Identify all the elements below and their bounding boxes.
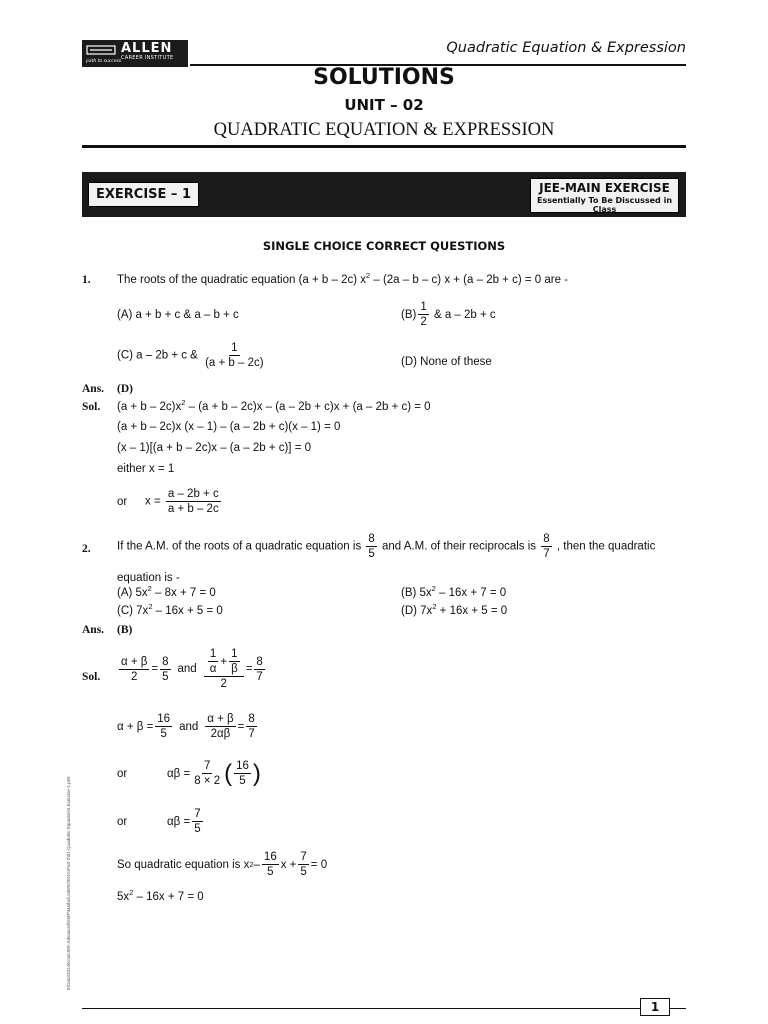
q1-option-c: (C) a – 2b + c & $\frac{1}{(a + b - 2c)}$ xyxy=(117,342,264,370)
question-2-text: If the A.M. of the roots of a quadratic equation is $\frac{8}{5}$ and A.M. of their reciprocals is $\frac{8}{7}$ , then the quadratic xyxy=(117,533,656,561)
page-number: 1 xyxy=(640,998,670,1016)
solution-line: So quadratic equation is x 2 – $\frac{16}{5}$ x + $\frac{7}{5}$ = 0 xyxy=(117,851,328,879)
document-title: SOLUTIONS xyxy=(313,65,455,90)
solution-label: Sol. xyxy=(82,671,101,683)
q2-option-b: (B) $5x^2 - 16x + 7 = 0$ xyxy=(401,584,507,599)
fraction: $\frac{\alpha + \beta}{2\alpha\beta}$ xyxy=(207,713,234,741)
unit-label: UNIT – 02 xyxy=(344,96,424,114)
fraction: $\frac{16}{5}$ xyxy=(236,760,249,788)
solution-line: $(a + b - 2c)x^2 - (a + b - 2c)x - (a - 2b + c)x + (a - 2b + c) = 0$ xyxy=(117,398,431,413)
chapter-rule xyxy=(82,145,686,148)
fraction: $\frac{7}{5}$ xyxy=(300,851,307,879)
chapter-title: QUADRATIC EQUATION & EXPRESSION xyxy=(213,120,555,140)
logo-emblem-icon xyxy=(86,43,118,57)
exercise-label: EXERCISE – 1 xyxy=(88,182,199,207)
file-path-code: E\Data\2014\Kota\JEE-Advanced\SMP\Maths\Unit#02\ENG\Part-2\01-Quadratic Equation\3.Exercise-1.p65 xyxy=(66,776,71,990)
brand-subtitle: CAREER INSTITUTE xyxy=(121,55,174,61)
brand-name: ALLEN xyxy=(121,41,173,56)
fraction: $\frac{8}{5}$ xyxy=(162,655,169,683)
q1-option-b: (B) $\frac{1}{2}$ & a – 2b + c xyxy=(401,301,496,329)
fraction: $\frac{7}{5}$ xyxy=(194,808,201,836)
solution-line: or αβ = $\frac{7}{5}$ xyxy=(117,808,201,836)
fraction: $\frac{\alpha + \beta}{2}$ xyxy=(121,655,148,683)
q2-option-d: (D) $7x^2 + 16x + 5 = 0$ xyxy=(401,602,508,617)
question-number: 2. xyxy=(82,543,91,555)
fraction: $\frac{8}{7}$ xyxy=(256,655,263,683)
answer-value: (B) xyxy=(117,624,133,636)
question-2-text-cont: equation is - xyxy=(117,572,180,584)
q1-option-a: (A) a + b + c & a – b + c xyxy=(117,309,239,321)
footer-rule xyxy=(82,1008,686,1009)
fraction: $\frac{a - 2b + c}{a + b - 2c}$ xyxy=(167,488,219,516)
solution-line: (x – 1)[(a + b – 2c)x – (a – 2b + c)] = 0 xyxy=(117,442,311,454)
solution-line: α + β = $\frac{16}{5}$ and $\frac{\alpha + \beta}{2\alpha\beta}$ = $\frac{8}{7}$ xyxy=(117,713,255,741)
brand-tagline: path to success xyxy=(86,59,122,64)
question-1-text: The roots of the quadratic equation (a + b – 2c) $x^2 - (2a - b - c) x + (a - 2b + c) = 0$ are - xyxy=(117,271,569,286)
jee-main-badge xyxy=(530,178,679,213)
answer-label: Ans. xyxy=(82,383,105,395)
jee-title: JEE-MAIN EXERCISE xyxy=(539,181,670,195)
fraction: $\frac{1}{(a + b - 2c)}$ xyxy=(205,342,264,370)
fraction: $\frac{16}{5}$ xyxy=(157,713,171,741)
solution-line: $5x^2 - 16x + 7 = 0$ xyxy=(117,888,204,903)
fraction: $\frac{16}{5}$ xyxy=(263,851,277,879)
fraction: $\frac{1}{2}$ xyxy=(420,301,427,329)
header-title: Quadratic Equation & Expression xyxy=(446,40,686,56)
solution-label: Sol. xyxy=(82,401,101,413)
solution-line: or αβ = $\frac{7}{8 \times 2}$ ( $\frac{16}{5}$ ) xyxy=(117,759,261,788)
q2-option-c: (C) $7x^2 - 16x + 5 = 0$ xyxy=(117,602,223,617)
answer-value: (D) xyxy=(117,383,133,395)
fraction: $\frac{7}{8 \times 2}$ xyxy=(194,760,221,788)
jee-subtitle: Essentially To Be Discussed in Class xyxy=(536,196,673,214)
q2-option-a: (A) $5x^2 - 8x + 7 = 0$ xyxy=(117,584,216,599)
fraction: $\frac{8}{7}$ xyxy=(543,533,550,561)
fraction: $\frac{8}{7}$ xyxy=(248,713,255,741)
section-heading: SINGLE CHOICE CORRECT QUESTIONS xyxy=(262,239,506,253)
compound-fraction: $\frac{1}{\alpha}$ + $\frac{1}{\beta}$ 2 xyxy=(204,648,244,690)
solution-line: (a + b – 2c)x (x – 1) – (a – 2b + c)(x – 1) = 0 xyxy=(117,421,341,433)
solution-line: or x = $\frac{a - 2b + c}{a + b - 2c}$ xyxy=(117,488,219,516)
question-number: 1. xyxy=(82,274,91,286)
solution-line: either x = 1 xyxy=(117,463,175,475)
solution-line: $\frac{\alpha + \beta}{2}$ = $\frac{8}{5}$ and $\frac{1}{\alpha}$ + $\frac{1}{\beta}$ 2 = $\frac{8}{7}$ xyxy=(121,648,263,691)
answer-label: Ans. xyxy=(82,624,105,636)
fraction: $\frac{8}{5}$ xyxy=(368,533,375,561)
q1-option-d: (D) None of these xyxy=(401,356,492,368)
